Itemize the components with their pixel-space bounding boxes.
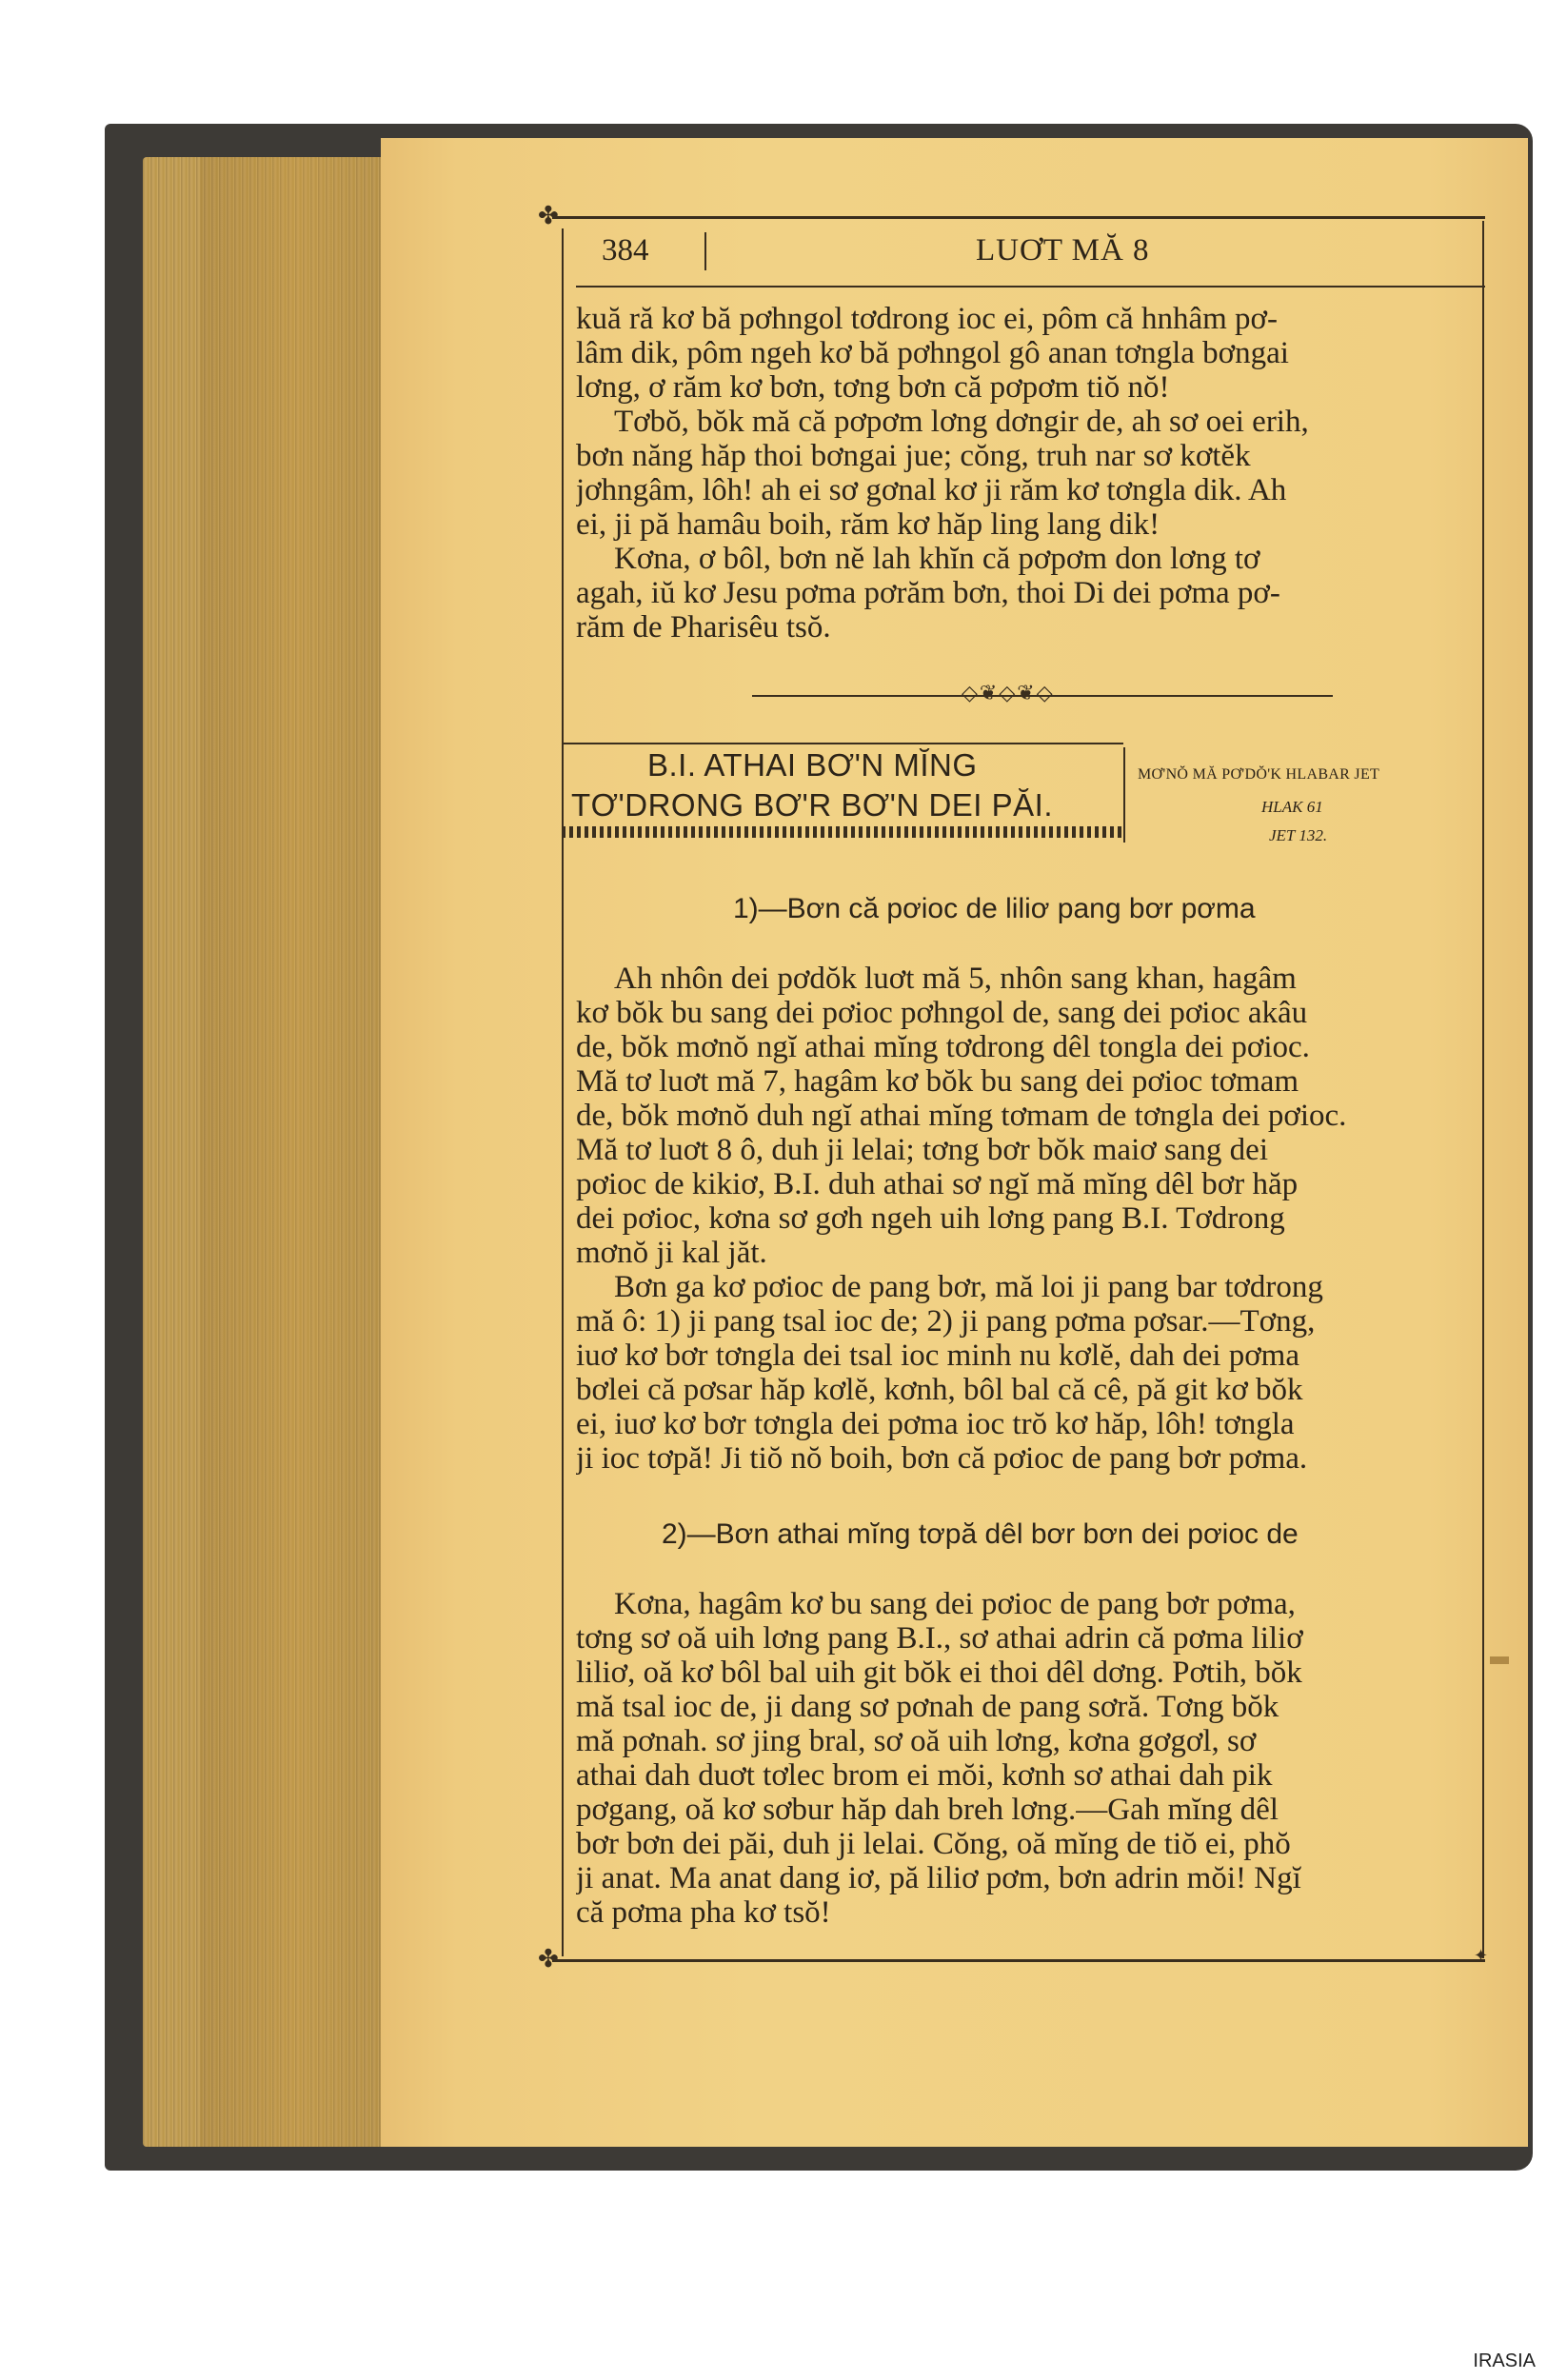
text-line: de, bŏk mơnŏ ngĭ athai mĭng tơdrong dêl tongla dei pơioc. bbox=[576, 1030, 1310, 1064]
header-underline bbox=[576, 286, 1485, 288]
corner-ornament-icon: ✤ bbox=[538, 202, 559, 229]
text-line: mă pơnah. sơ jing bral, sơ oă uih lơng, kơna gơgơl, sơ bbox=[576, 1724, 1257, 1758]
text-line: jơhngâm, lôh! ah ei sơ gơnal kơ ji răm kơ tơngla dik. Ah bbox=[576, 473, 1287, 507]
text-line: Ah nhôn dei pơdŏk luơt mă 5, nhôn sang khan, hagâm bbox=[614, 962, 1297, 996]
text-line: iuơ kơ bơr tơngla dei tsal ioc minh nu kơlĕ, dah dei pơma bbox=[576, 1339, 1299, 1373]
text-line: agah, iŭ kơ Jesu pơma pơrăm bơn, thoi Di dei pơma pơ- bbox=[576, 576, 1280, 610]
margin-reference: HLAK 61 bbox=[1261, 798, 1323, 816]
text-line: mă ô: 1) ji pang tsal ioc de; 2) ji pang pơma pơsar.—Tơng, bbox=[576, 1304, 1316, 1339]
text-line: Bơn ga kơ pơioc de pang bơr, mă loi ji pang bar tơdrong bbox=[614, 1270, 1323, 1304]
text-line: bơn năng hăp thoi bơngai jue; cŏng, truh nar sơ kơtĕk bbox=[576, 439, 1251, 473]
text-line: liliơ, oă kơ bôl bal uih git bŏk ei thoi dêl dơng. Pơtih, bŏk bbox=[576, 1656, 1302, 1690]
title-ornament-border bbox=[562, 826, 1123, 838]
right-frame-rule bbox=[1482, 221, 1484, 1958]
text-line: athai dah duơt tơlec brom ei mŏi, kơnh sơ athai dah pik bbox=[576, 1758, 1273, 1793]
left-frame-rule bbox=[562, 228, 564, 1956]
margin-reference: JET 132. bbox=[1269, 826, 1328, 844]
text-line: Kơna, ơ bôl, bơn nĕ lah khĭn că pơpơm don lơng tơ bbox=[614, 542, 1260, 576]
top-rule bbox=[552, 216, 1485, 219]
text-line: Tơbŏ, bŏk mă că pơpơm lơng dơngir de, ah sơ oei erih, bbox=[614, 405, 1309, 439]
watermark: IRASIA bbox=[1473, 2350, 1536, 2371]
text-line: Kơna, hagâm kơ bu sang dei pơioc de pang bơr pơma, bbox=[614, 1587, 1296, 1621]
text-line: lơng, ơ răm kơ bơn, tơng bơn că pơpơm tiŏ nŏ! bbox=[576, 370, 1170, 405]
text-line: kơ bŏk bu sang dei pơioc pơhngol de, sang dei pơioc akâu bbox=[576, 996, 1308, 1030]
bottom-rule bbox=[552, 1959, 1485, 1962]
corner-ornament-icon: ✤ bbox=[538, 1945, 559, 1973]
text-line: kuă ră kơ bă pơhngol tơdrong ioc ei, pôm că hnhâm pơ- bbox=[576, 302, 1278, 336]
text-line: dei pơioc, kơna sơ gơh ngeh uih lơng pang B.I. Tơdrong bbox=[576, 1201, 1285, 1236]
corner-ornament-icon: ✦ bbox=[1474, 1946, 1489, 1965]
text-line: bơlei că pơsar hăp kơlĕ, kơnh, bôl bal că cê, pă git kơ bŏk bbox=[576, 1373, 1303, 1407]
title-box-right-rule bbox=[1123, 747, 1125, 843]
text-line: de, bŏk mơnŏ duh ngĭ athai mĭng tơmam de tơngla dei pơioc. bbox=[576, 1099, 1347, 1133]
text-line: răm de Pharisêu tsŏ. bbox=[576, 610, 831, 645]
text-line: ji ioc tơpă! Ji tiŏ nŏ boih, bơn că pơioc de pang bơr pơma. bbox=[576, 1441, 1308, 1476]
text-line: bơr bơn dei păi, duh ji lelai. Cŏng, oă mĭng de tiŏ ei, phŏ bbox=[576, 1827, 1291, 1861]
section-title-line-1: B.I. ATHAI BƠ'N MĬNG bbox=[647, 747, 978, 783]
text-line: că pơma pha kơ tsŏ! bbox=[576, 1895, 831, 1930]
text-line: tơng sơ oă uih lơng pang B.I., sơ athai adrin că pơma liliơ bbox=[576, 1621, 1303, 1656]
header-divider bbox=[704, 232, 706, 270]
text-line: ei, ji pă hamâu boih, răm kơ hăp ling lang dik! bbox=[576, 507, 1160, 542]
separator-ornament-icon: ◇❦◇❦◇ bbox=[962, 681, 1055, 704]
text-line: ei, iuơ kơ bơr tơngla dei pơma ioc trŏ kơ hăp, lôh! tơngla bbox=[576, 1407, 1295, 1441]
subsection-heading: 1)—Bơn că pơioc de liliơ pang bơr pơma bbox=[733, 893, 1256, 924]
title-top-rule bbox=[562, 743, 1123, 744]
text-line: pơgang, oă kơ sơbur hăp dah breh lơng.—Gah mĭng dêl bbox=[576, 1793, 1279, 1827]
subsection-heading: 2)—Bơn athai mĭng tơpă dêl bơr bơn dei pơioc de bbox=[662, 1518, 1299, 1550]
section-title-line-2: TƠ'DRONG BƠ'R BƠ'N DEI PĂI. bbox=[571, 787, 1054, 823]
text-line: ji anat. Ma anat dang iơ, pă liliơ pơm, bơn adrin mŏi! Ngĭ bbox=[576, 1861, 1301, 1895]
page-fold-mark bbox=[1490, 1656, 1509, 1664]
text-line: mơnŏ ji kal jăt. bbox=[576, 1236, 767, 1270]
margin-reference: MƠ'NŎ MĂ PƠ'DŎ'K HLABAR JET bbox=[1138, 766, 1380, 783]
text-line: Mă tơ luơt 8 ô, duh ji lelai; tơng bơr bŏk maiơ sang dei bbox=[576, 1133, 1268, 1167]
page-edges bbox=[143, 157, 400, 2147]
text-line: lâm dik, pôm ngeh kơ bă pơhngol gô anan tơngla bơngai bbox=[576, 336, 1289, 370]
text-line: Mă tơ luơt mă 7, hagâm kơ bŏk bu sang dei pơioc tơmam bbox=[576, 1064, 1299, 1099]
running-title: LUƠT MĂ 8 bbox=[976, 233, 1150, 268]
text-line: mă tsal ioc de, ji dang sơ pơnah de pang sơră. Tơng bŏk bbox=[576, 1690, 1279, 1724]
text-line: pơioc de kikiơ, B.I. duh athai sơ ngĭ mă mĭng dêl bơr hăp bbox=[576, 1167, 1299, 1201]
page-number: 384 bbox=[602, 233, 649, 268]
